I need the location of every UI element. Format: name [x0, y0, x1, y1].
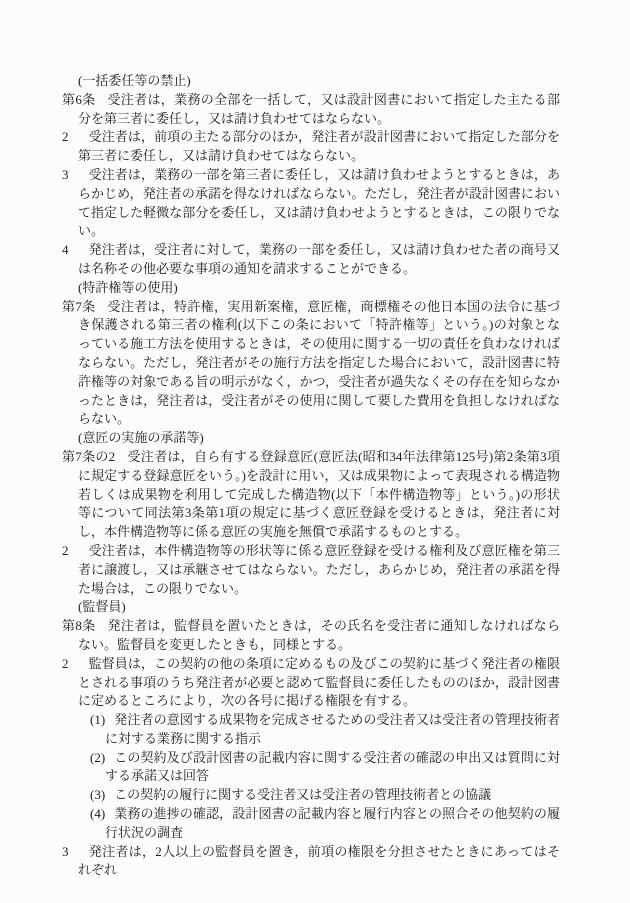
paragraph-text: 受注者は，特許権，実用新案権，意匠権，商標権その他日本国の法令に基づき保護される第三者の権利(以下この条において「特許権等」という。)の対象となっている施工方法を使用するときは，その使用に関する一切の責任を負わなければならない。ただし，発注者がその施行方法を指定した場合において，設計図書に特許権等の対象である旨の明示がなく，かつ，受注者が過失なくその存在を知らなかったときは，発注者は，受注者がその使用に関して要した費用を負担しなければならない。: [78, 298, 560, 427]
paragraph-text: 受注者は，業務の全部を一括して，又は設計図書において指定した主たる部分を第三者に委任し，又は請け負わせてはならない。: [78, 91, 560, 126]
sub-item-text: この契約の履行に関する受注者又は受注者の管理技術者との協議: [114, 787, 492, 803]
sub-item-number: (3): [90, 787, 106, 803]
article-paragraph: [62, 617, 560, 655]
paragraph-number: 2: [62, 129, 69, 145]
paragraph-number: 3: [62, 843, 69, 859]
article-paragraph: [62, 843, 560, 881]
article-number: 第7条: [62, 298, 96, 314]
document-body: [62, 72, 560, 880]
clause-heading: (監督員): [78, 599, 126, 615]
paragraph-text: 発注者は，2人以上の監督員を置き，前項の権限を分担させたときにあってはそれぞれ: [78, 843, 560, 878]
paragraph-number: 4: [62, 242, 69, 258]
paragraph-text: 受注者は，自ら有する登録意匠(意匠法(昭和34年法律第125号)第2条第3項に規定する登録意匠をいう。)を設計に用い，又は成果物によって表現される構造物若しくは成果物を利用して完成した構造物(以下「本件構造物等」という。)の形状等について同法第3条第1項の規定に基づく意匠登録を受けるときは，発注者に対し，本件構造物等に係る意匠の実施を無償で承諾するものとする。: [78, 448, 560, 540]
paragraph-number: 3: [62, 166, 69, 182]
article-number: 第6条: [62, 91, 96, 107]
clause-heading: (一括委任等の禁止): [78, 73, 191, 88]
sub-item-text: この契約及び設計図書の記載内容に関する受注者の確認の申出又は質問に対する承諾又は回答: [105, 749, 560, 784]
paragraph-text: 受注者は，業務の一部を第三者に委任し，又は請け負わせようとするときは，あらかじめ，発注者の承諾を得なければならない。ただし，発注者が設計図書において指定した軽微な部分を委任し，又は請け負わせようとするときは，この限りでない。: [78, 166, 560, 239]
paragraph-text: 発注者は，監督員を置いたときは，その氏名を受注者に通知しなければならない。監督員を変更したときも，同様とする。: [78, 618, 560, 652]
article-paragraph: [62, 655, 560, 711]
clause-heading: (意匠の実施の承諾等): [78, 430, 204, 446]
paragraph-number: 2: [62, 542, 69, 558]
numbered-sub-item: [62, 786, 560, 805]
paragraph-text: 監督員は，この契約の他の条項に定めるもの及びこの契約に基づく発注者の権限とされる事項のうち発注者が必要と認めて監督員に委任したもののほか，設計図書に定めるところにより，次の各号に掲げる権限を有する。: [78, 655, 560, 709]
article-paragraph: [62, 128, 560, 166]
sub-item-number: (4): [90, 806, 106, 822]
numbered-sub-item: [62, 711, 560, 749]
article-number: 第7条の2: [62, 448, 116, 464]
numbered-sub-item: [62, 749, 560, 787]
paragraph-number: 2: [62, 655, 69, 671]
clause-heading: (特許権等の使用): [78, 279, 178, 295]
sub-item-number: (1): [90, 712, 106, 728]
paragraph-text: 受注者は，前項の主たる部分のほか，発注者が設計図書において指定した部分を第三者に委任し，又は請け負わせてはならない。: [78, 129, 560, 164]
paragraph-text: 発注者は，受注者に対して，業務の一部を委任し，又は請け負わせた者の商号又は名称その他必要な事項の通知を請求することができる。: [78, 242, 560, 276]
article-paragraph: [62, 448, 560, 542]
article-paragraph: [62, 91, 560, 129]
sub-item-text: 業務の進捗の確認，設計図書の記載内容と履行内容との照合その他契約の履行状況の調査: [105, 806, 560, 840]
sub-item-text: 発注者の意図する成果物を完成させるための受注者又は受注者の管理技術者に対する業務に関する指示: [105, 712, 560, 746]
article-paragraph: [62, 241, 560, 279]
numbered-sub-item: [62, 805, 560, 843]
article-paragraph: [62, 298, 560, 430]
article-paragraph: [62, 166, 560, 241]
article-number: 第8条: [62, 618, 96, 634]
article-paragraph: [62, 542, 560, 598]
sub-item-number: (2): [90, 749, 106, 765]
paragraph-text: 受注者は，本件構造物等の形状等に係る意匠登録を受ける権利及び意匠権を第三者に譲渡し，又は承継させてはならない。ただし，あらかじめ，発注者の承諾を得た場合は，この限りでない。: [78, 542, 560, 596]
